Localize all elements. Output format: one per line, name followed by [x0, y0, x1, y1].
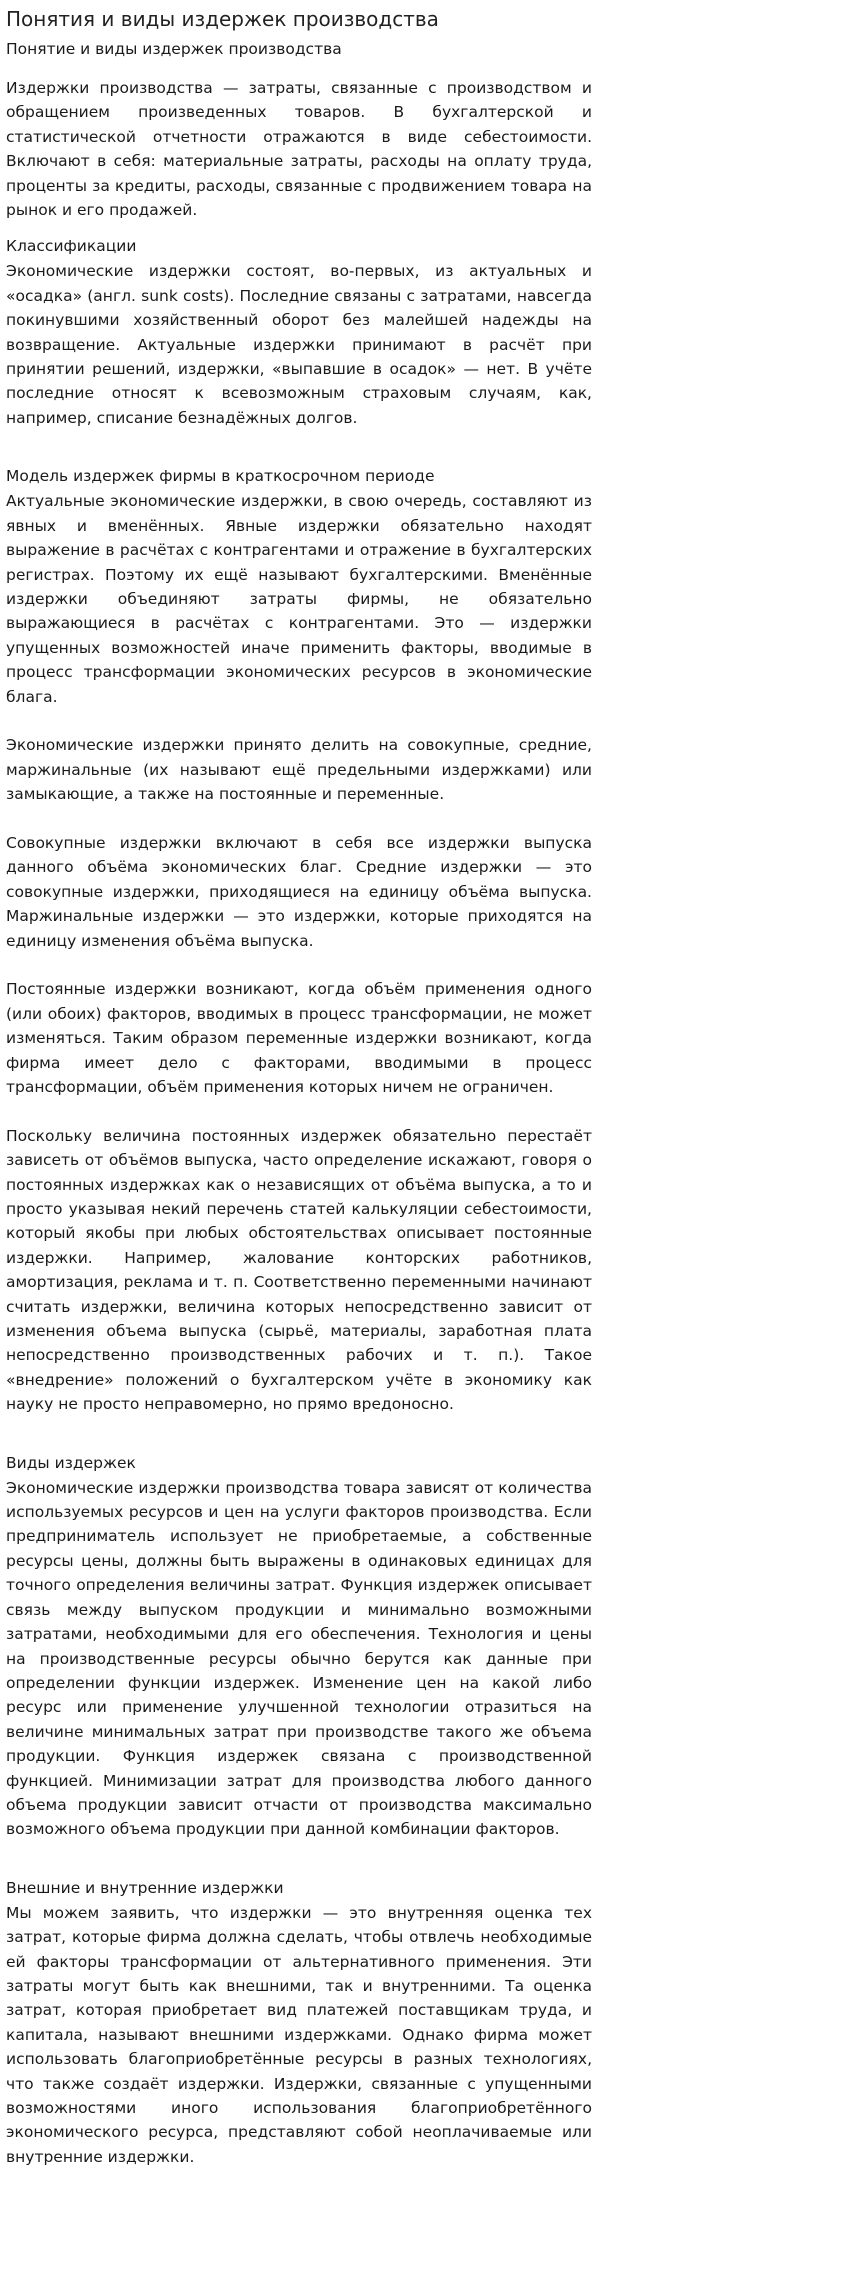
intro-section	[6, 76, 592, 222]
paragraph: Мы можем заявить, что издержки — это внутренняя оценка тех затрат, которые фирма должна сделать, чтобы отвлечь необходимые ей факторы трансформации от альтернативного применения. Эти затраты могут быть как внешними, так и внутренними. Та оценка затрат, которая приобретает вид платежей поставщикам труда, и капитала, называют внешними издержками. Однако фирма может использовать благоприобретённые ресурсы в разных технологиях, что также создаёт издержки. Издержки, связанные с упущенными возможностями иного использования благоприобретённого экономического ресурса, представляют собой неоплачиваемые или внутренние издержки.	[6, 1903, 592, 2166]
section-heading: Модель издержек фирмы в краткосрочном периоде	[6, 467, 435, 486]
section-heading: Виды издержек	[6, 1453, 136, 1472]
section-short-run-cost-model	[6, 464, 592, 1416]
section-external-internal-costs	[6, 1876, 592, 2169]
paragraph: Совокупные издержки включают в себя все издержки выпуска данного объёма экономических благ. Средние издержки — это совокупные издержки, приходящиеся на единицу объёма выпуска. Маржинальные издержки — это издержки, которые приходятся на единицу изменения объёма выпуска.	[6, 833, 592, 950]
section-heading: Внешние и внутренние издержки	[6, 1878, 284, 1897]
section-heading: Классификации	[6, 237, 137, 256]
page-subtitle: Понятие и виды издержек производства	[6, 40, 342, 58]
paragraph: Актуальные экономические издержки, в свою очередь, составляют из явных и вменённых. Явные издержки обязательно находят выражение в расчётах с контрагентами и отражение в бухгалтерских регистрах. Поэтому их ещё называют бухгалтерскими. Вменённые издержки объединяют затраты фирмы, не обязательно выражающиеся в расчётах с контрагентами. Это — издержки упущенных возможностей иначе применить факторы, вводимые в процесс трансформации экономических ресурсов в экономические блага.	[6, 492, 592, 706]
paragraph: Экономические издержки состоят, во-первых, из актуальных и «осадка» (англ. sunk costs). Последние связаны с затратами, навсегда покинувшими хозяйственный оборот без малейшей надежды на возвращение. Актуальные издержки принимают в расчёт при принятии решений, издержки, «выпавшие в осадок» — нет. В учёте последние относят к всевозможным страховым случаям, как, например, списание безнадёжных долгов.	[6, 262, 592, 427]
paragraph: Постоянные издержки возникают, когда объём применения одного (или обоих) факторов, вводимых в процесс трансформации, не может изменяться. Таким образом переменные издержки возникают, когда фирма имеет дело с факторами, вводимыми в процесс трансформации, объём применения которых ничем не ограничен.	[6, 980, 592, 1096]
paragraph: Экономические издержки принято делить на совокупные, средние, маржинальные (их называют ещё предельными издержками) или замыкающие, а также на постоянные и переменные.	[6, 736, 592, 804]
section-cost-types	[6, 1451, 592, 1842]
paragraph: Экономические издержки производства товара зависят от количества используемых ресурсов и цен на услуги факторов производства. Если предприниматель использует не приобретаемые, а собственные ресурсы цены, должны быть выражены в одинаковых единицах для точного определения величины затрат. Функция издержек описывает связь между выпуском продукции и минимально возможными затратами, необходимыми для его обеспечения. Технология и цены на производственные ресурсы обычно берутся как данные при определении функции издержек. Изменение цен на какой либо ресурс или применение улучшенной технологии отразиться на величине минимальных затрат при производстве такого же объема продукции. Функция издержек связана с производственной функцией. Минимизации затрат для производства любого данного объема продукции зависит отчасти от производства максимально возможного объема продукции при данной комбинации факторов.	[6, 1478, 592, 1839]
intro-paragraph: Издержки производства — затраты, связанные с производством и обращением произведенных товаров. В бухгалтерской и статистической отчетности отражаются в виде себестоимости. Включают в себя: материальные затраты, расходы на оплату труда, проценты за кредиты, расходы, связанные с продвижением товара на рынок и его продажей.	[6, 79, 592, 220]
section-classifications	[6, 234, 592, 430]
paragraph: Поскольку величина постоянных издержек обязательно перестаёт зависеть от объёмов выпуска, часто определение искажают, говоря о постоянных издержках как о независящих от объёма выпуска, а то и просто указывая некий перечень статей калькуляции себестоимости, который якобы при любых обстоятельствах описывает постоянные издержки. Например, жалование конторских работников, амортизация, реклама и т. п. Соответственно переменными начинают считать издержки, величина которых непосредственно зависит от изменения объема выпуска (сырьё, материалы, заработная плата непосредственно производственных рабочих и т. п.). Такое «внедрение» положений о бухгалтерском учёте в экономику как науку не просто неправомерно, но прямо вредоносно.	[6, 1126, 592, 1414]
page-title: Понятия и виды издержек производства	[6, 7, 439, 31]
